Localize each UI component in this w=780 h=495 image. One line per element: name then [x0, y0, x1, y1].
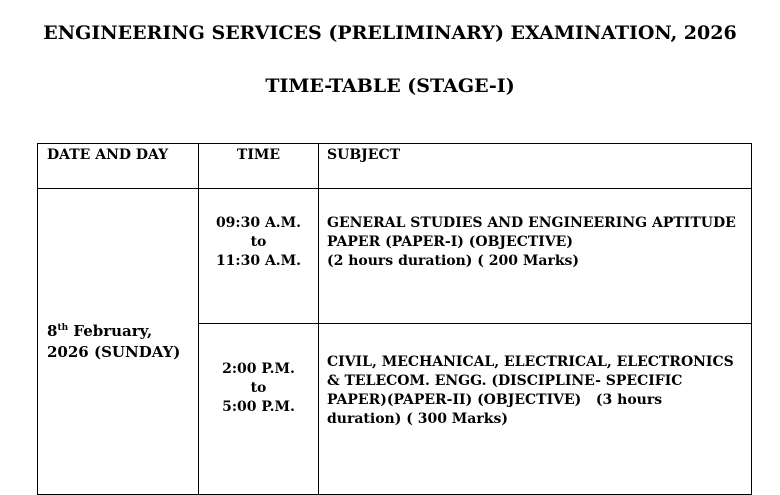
session-1-to: to	[250, 234, 267, 250]
date-day-number: 8	[47, 321, 58, 340]
subject-line: duration) ( 300 Marks)	[327, 411, 508, 427]
session-1-start: 09:30 A.M.	[215, 215, 302, 231]
document-title: ENGINEERING SERVICES (PRELIMINARY) EXAMINATION, 2026	[43, 22, 737, 44]
time-cell-session-2	[199, 324, 319, 495]
header-time: TIME	[199, 144, 319, 189]
subject-line: (2 hours duration) ( 200 Marks)	[327, 253, 580, 269]
subject-line: PAPER)(PAPER-II) (OBJECTIVE) (3 hours	[327, 392, 663, 408]
header-date-and-day: DATE AND DAY	[38, 144, 199, 189]
header-subject: SUBJECT	[319, 144, 752, 189]
date-month: February,	[73, 321, 153, 340]
table-row	[38, 189, 752, 324]
subject-line: GENERAL STUDIES AND ENGINEERING APTITUDE	[327, 215, 736, 231]
date-ordinal-suffix: th	[57, 322, 69, 333]
time-table	[37, 143, 752, 495]
subject-line: & TELECOM. ENGG. (DISCIPLINE- SPECIFIC	[327, 373, 683, 389]
subject-line: CIVIL, MECHANICAL, ELECTRICAL, ELECTRONICS	[327, 354, 734, 370]
date-line-1	[47, 321, 198, 342]
date-cell	[38, 189, 199, 495]
session-1-end: 11:30 A.M.	[215, 253, 302, 269]
table-header-row	[38, 144, 752, 189]
session-2-to: to	[250, 380, 267, 396]
session-2-start: 2:00 P.M.	[222, 361, 295, 377]
session-2-end: 5:00 P.M.	[222, 399, 295, 415]
subject-cell-session-1	[319, 189, 752, 324]
time-cell-session-1	[199, 189, 319, 324]
subject-line: PAPER (PAPER-I) (OBJECTIVE)	[327, 234, 573, 250]
document-subtitle: TIME-TABLE (STAGE-I)	[265, 75, 515, 97]
date-line-2: 2026 (SUNDAY)	[47, 342, 181, 361]
subject-cell-session-2	[319, 324, 752, 495]
